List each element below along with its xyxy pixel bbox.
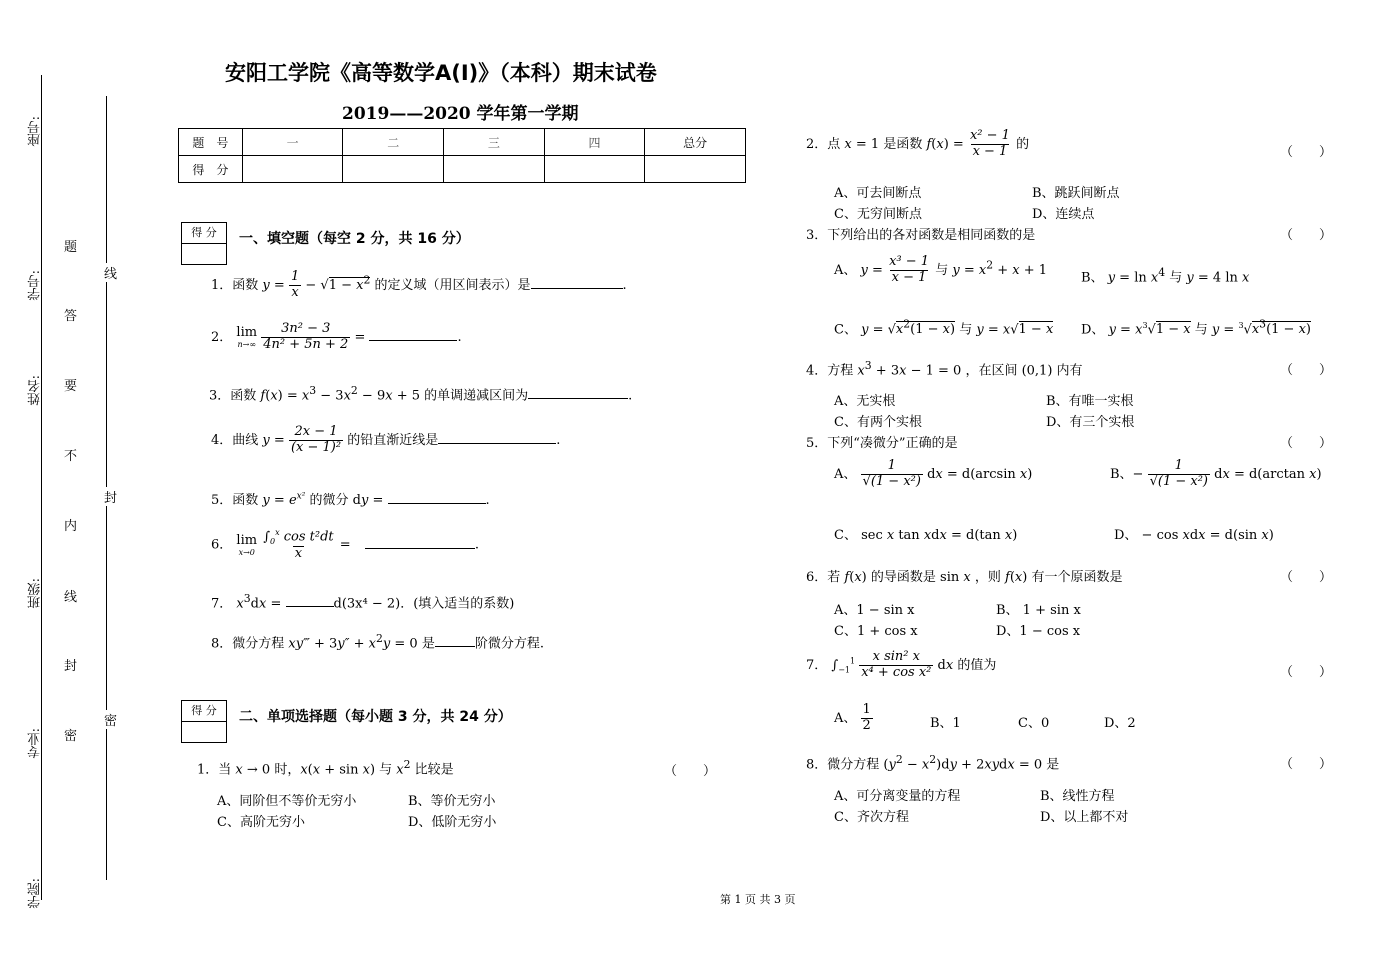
answer-paren[interactable]: （ ） xyxy=(1280,665,1333,680)
option-d[interactable]: D、低阶无穷小 xyxy=(408,815,497,830)
score-cell[interactable] xyxy=(444,156,545,183)
seat-number-label: 座号: xyxy=(28,116,43,147)
choice-question-2: 2．点 x = 1 是函数 f(x) = $\frac{\text{x² − 1}}{x - 1}$ 的 xyxy=(806,128,1030,159)
notice-char: 封 xyxy=(64,659,78,674)
score-table xyxy=(178,128,746,183)
option-d[interactable]: D、连续点 xyxy=(1032,207,1095,222)
option-b[interactable]: B、1 xyxy=(930,716,961,731)
option-a[interactable]: A、无实根 xyxy=(834,394,896,409)
notice-char: 密 xyxy=(64,729,78,744)
option-a[interactable]: A、 $\frac{1}{\text{√(1 − x²)}}$ dx = d(arcsin x) xyxy=(834,458,1033,489)
score-cell[interactable] xyxy=(242,156,343,183)
option-c[interactable]: C、齐次方程 xyxy=(834,810,909,825)
choice-question-8: 8．微分方程 $(y^2 - x^2)dy$ + 2xydx = 0 是 xyxy=(806,753,1060,773)
answer-paren[interactable]: （ ） xyxy=(1280,436,1333,451)
score-table-row-label: 得 分 xyxy=(179,156,243,183)
option-b[interactable]: B、− $\frac{1}{\text{√(1 − x²)}}$ dx = d(arctan x) xyxy=(1110,458,1322,489)
answer-blank[interactable] xyxy=(286,592,334,607)
score-cell[interactable] xyxy=(544,156,645,183)
section1-title: 一、填空题（每空 2 分，共 16 分） xyxy=(239,231,470,247)
answer-paren[interactable]: （ ） xyxy=(1280,570,1333,585)
scorebox-blank[interactable] xyxy=(182,721,226,742)
option-c[interactable]: C、 $y = √x^2(1 - x)$ 与 y = x√1 − x xyxy=(834,318,1054,338)
fill-question-5: 5．函数 $y = e^{x^2}$ 的微分 dy = . xyxy=(211,489,490,508)
option-c[interactable]: C、有两个实根 xyxy=(834,415,922,430)
choice-question-1: 1．当 x → 0 时，x(x + sin x) 与 $x^2$ 比较是 xyxy=(197,758,454,778)
exam-title: 安阳工学院《高等数学A(Ⅰ)》（本科）期末试卷 xyxy=(225,61,657,85)
fill-question-8: 8．微分方程 xy‴ + $3y'' + x^2y = 0$ 是 阶微分方程. xyxy=(211,632,544,652)
option-d[interactable]: D、1 − cos x xyxy=(996,624,1081,639)
notice-char: 不 xyxy=(64,449,78,464)
score-table-header: 一 xyxy=(242,129,343,156)
option-c[interactable]: C、0 xyxy=(1018,716,1050,731)
seal-char: 线 xyxy=(104,263,117,282)
fill-question-7: 7． $x^3dx = d(3x^4 - 2)$．(填入适当的系数) xyxy=(211,592,515,612)
option-a[interactable]: A、可分离变量的方程 xyxy=(834,789,961,804)
choice-question-7: 7． $\int_{-1}^1$ $\frac{\text{x sin² x}}{\text{x⁴ + cos x²}}$ dx 的值为 xyxy=(806,649,997,680)
option-b[interactable]: B、有唯一实根 xyxy=(1046,394,1134,409)
answer-blank[interactable] xyxy=(369,326,457,341)
option-c[interactable]: C、高阶无穷小 xyxy=(217,815,305,830)
option-d[interactable]: D、2 xyxy=(1104,716,1136,731)
page-footer: 第 1 页 共 3 页 xyxy=(720,893,796,906)
choice-question-4: 4．方程 $x^3 + 3x - 1 = 0$ ，在区间 (0,1) 内有 xyxy=(806,359,1083,379)
score-table-header: 四 xyxy=(544,129,645,156)
option-d[interactable]: D、 − cos xdx = d(sin x) xyxy=(1114,528,1274,543)
choice-question-5: 5．下列“凑微分”正确的是 xyxy=(806,436,958,451)
choice-question-6: 6．若 f(x) 的导函数是 sin x ，则 f(x) 有一个原函数是 xyxy=(806,570,1123,585)
fill-question-4: 4．曲线 y = $\frac{2x - 1}{\text{(x − 1)²}}$ 的铅直渐近线是 . xyxy=(211,424,561,455)
binding-line-outer xyxy=(41,75,42,900)
college-label: 学院: xyxy=(28,878,43,909)
option-a[interactable]: A、 $\frac{1}{2}$ xyxy=(834,702,871,733)
option-b[interactable]: B、跳跃间断点 xyxy=(1032,186,1120,201)
answer-paren[interactable]: （ ） xyxy=(1280,145,1333,160)
score-cell[interactable] xyxy=(343,156,444,183)
answer-blank[interactable] xyxy=(438,429,556,444)
option-b[interactable]: B、线性方程 xyxy=(1040,789,1115,804)
section2-scorebox xyxy=(181,700,227,743)
section2-title: 二、单项选择题（每小题 3 分，共 24 分） xyxy=(239,709,512,725)
name-label: 姓名: xyxy=(28,375,43,406)
option-c[interactable]: C、 sec x tan xdx = d(tan x) xyxy=(834,528,1018,543)
answer-blank[interactable] xyxy=(388,489,486,504)
option-d[interactable]: D、以上都不对 xyxy=(1040,810,1129,825)
scorebox-blank[interactable] xyxy=(182,243,226,264)
seal-char: 密 xyxy=(104,710,117,729)
fill-question-1: 1．函数 y = $\frac{1}{x}$ − $√1 - x^2$ 的定义域（用区间表示）是 . xyxy=(211,269,627,300)
scorebox-label: 得 分 xyxy=(191,704,217,717)
option-a[interactable]: A、可去间断点 xyxy=(834,186,922,201)
scorebox-label: 得 分 xyxy=(191,226,217,239)
score-table-header: 二 xyxy=(343,129,444,156)
student-id-label: 学号: xyxy=(28,270,43,301)
exam-subtitle: 2019——2020 学年第一学期 xyxy=(342,104,579,124)
option-b[interactable]: B、等价无穷小 xyxy=(408,794,496,809)
answer-paren[interactable]: （ ） xyxy=(664,764,717,779)
fill-question-2: 2． lim n→∞ $\frac{\text{3n² − 3}}{\text{4n² + 5n + 2}}$ = . xyxy=(211,321,462,352)
score-table-header: 题 号 xyxy=(179,129,243,156)
notice-char: 内 xyxy=(64,519,78,534)
score-table-header: 三 xyxy=(444,129,545,156)
notice-char: 线 xyxy=(64,590,78,605)
option-a[interactable]: A、1 − sin x xyxy=(834,603,915,618)
answer-paren[interactable]: （ ） xyxy=(1280,757,1333,772)
option-d[interactable]: D、有三个实根 xyxy=(1046,415,1135,430)
choice-question-3: 3．下列给出的各对函数是相同函数的是 xyxy=(806,228,1036,243)
answer-blank[interactable] xyxy=(531,274,623,289)
option-a[interactable]: A、同阶但不等价无穷小 xyxy=(217,794,357,809)
notice-char: 答 xyxy=(64,309,78,324)
score-table-header: 总分 xyxy=(645,129,746,156)
seal-char: 封 xyxy=(104,487,117,506)
fill-question-6: 6． lim x→0 $\frac{\int_0^x \cos t^2dt}{x}$ = . xyxy=(211,528,479,562)
answer-blank[interactable] xyxy=(365,534,475,549)
option-b[interactable]: B、 $y = \ln x^4$ 与 y = 4 ln x xyxy=(1081,266,1250,286)
option-b[interactable]: B、 1 + sin x xyxy=(996,603,1081,618)
class-label: 班级: xyxy=(28,578,43,609)
answer-paren[interactable]: （ ） xyxy=(1280,363,1333,378)
notice-char: 题 xyxy=(64,240,78,255)
major-label: 专业: xyxy=(28,728,43,759)
answer-blank[interactable] xyxy=(435,632,475,647)
option-c[interactable]: C、1 + cos x xyxy=(834,624,918,639)
option-a[interactable]: A、 y = $\frac{\text{x³ − 1}}{x - 1}$ 与 $y = x^2 + x + 1$ xyxy=(834,254,1048,285)
score-cell[interactable] xyxy=(645,156,746,183)
fill-question-3: 3．函数 $f(x) = x^3 - 3x^2 - 9x + 5$ 的单调递减区间为 . xyxy=(209,384,633,404)
notice-char: 要 xyxy=(64,379,78,394)
section1-scorebox xyxy=(181,222,227,265)
answer-paren[interactable]: （ ） xyxy=(1280,228,1333,243)
answer-blank[interactable] xyxy=(528,384,628,399)
option-d[interactable]: D、 $y = x^3√1 - x$ 与 $y = ^3√x^3(1 - x)$ xyxy=(1081,318,1311,338)
option-c[interactable]: C、无穷间断点 xyxy=(834,207,922,222)
